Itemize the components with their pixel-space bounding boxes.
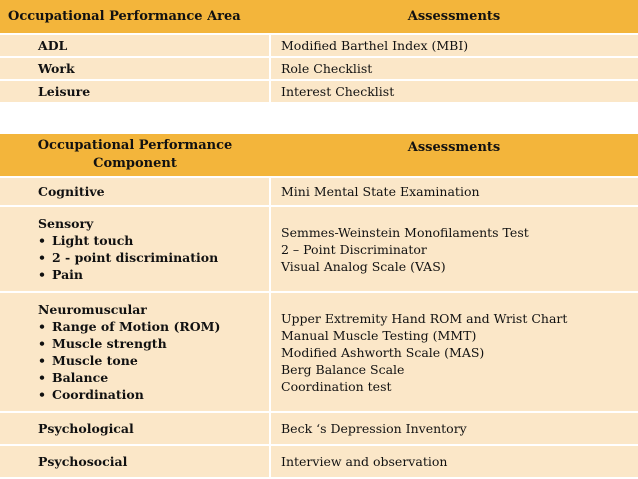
component-cell: Psychological <box>0 412 270 445</box>
list-item: • Pain <box>38 266 268 283</box>
header-assessments: Assessments <box>270 0 638 34</box>
list-item: Manual Muscle Testing (MMT) <box>281 327 477 343</box>
component-items <box>38 318 268 403</box>
component-cell <box>0 292 270 412</box>
assessment-cell: Beck ‘s Depression Inventory <box>270 412 638 445</box>
list-item: Coordination test <box>281 378 392 394</box>
component-cell: Cognitive <box>0 177 270 206</box>
list-item: Visual Analog Scale (VAS) <box>281 258 446 274</box>
assessment-cell: Interest Checklist <box>270 80 638 103</box>
table-row <box>0 177 638 206</box>
header-component: Occupational Performance Component <box>0 134 270 177</box>
list-item: • 2 - point discrimination <box>38 249 268 266</box>
table-row <box>0 80 638 103</box>
assessment-cell: Role Checklist <box>270 57 638 80</box>
table-row <box>0 445 638 478</box>
performance-area-table <box>0 0 638 104</box>
assessment-list <box>281 310 637 395</box>
list-item: • Range of Motion (ROM) <box>38 318 268 335</box>
assessment-cell <box>270 206 638 292</box>
assessment-list <box>281 224 637 275</box>
header-assessments: Assessments <box>270 134 638 177</box>
assessment-cell: Mini Mental State Examination <box>270 177 638 206</box>
list-item: Semmes-Weinstein Monofilaments Test <box>281 224 529 240</box>
component-cell: Psychosocial <box>0 445 270 478</box>
list-item: Modified Ashworth Scale (MAS) <box>281 344 485 360</box>
performance-component-table <box>0 134 638 479</box>
table-row <box>0 412 638 445</box>
area-cell: Leisure <box>0 80 270 103</box>
table-header-row <box>0 0 638 34</box>
list-item: • Coordination <box>38 386 268 403</box>
table-row <box>0 292 638 412</box>
area-cell: ADL <box>0 34 270 57</box>
header-area: Occupational Performance Area <box>0 0 270 34</box>
list-item: • Balance <box>38 369 268 386</box>
table-row <box>0 34 638 57</box>
list-item: Berg Balance Scale <box>281 361 405 377</box>
list-item: Upper Extremity Hand ROM and Wrist Chart <box>281 310 568 326</box>
list-item: • Light touch <box>38 232 268 249</box>
list-item: • Muscle strength <box>38 335 268 352</box>
assessment-cell: Interview and observation <box>270 445 638 478</box>
table-row <box>0 57 638 80</box>
assessment-cell: Modified Barthel Index (MBI) <box>270 34 638 57</box>
assessment-cell <box>270 292 638 412</box>
table-row <box>0 206 638 292</box>
list-item: • Muscle tone <box>38 352 268 369</box>
component-cell <box>0 206 270 292</box>
component-group-title: Neuromuscular <box>38 302 147 317</box>
area-cell: Work <box>0 57 270 80</box>
component-items <box>38 232 268 283</box>
table-header-row <box>0 134 638 177</box>
list-item: 2 – Point Discriminator <box>281 241 427 257</box>
component-group-title: Sensory <box>38 216 94 231</box>
